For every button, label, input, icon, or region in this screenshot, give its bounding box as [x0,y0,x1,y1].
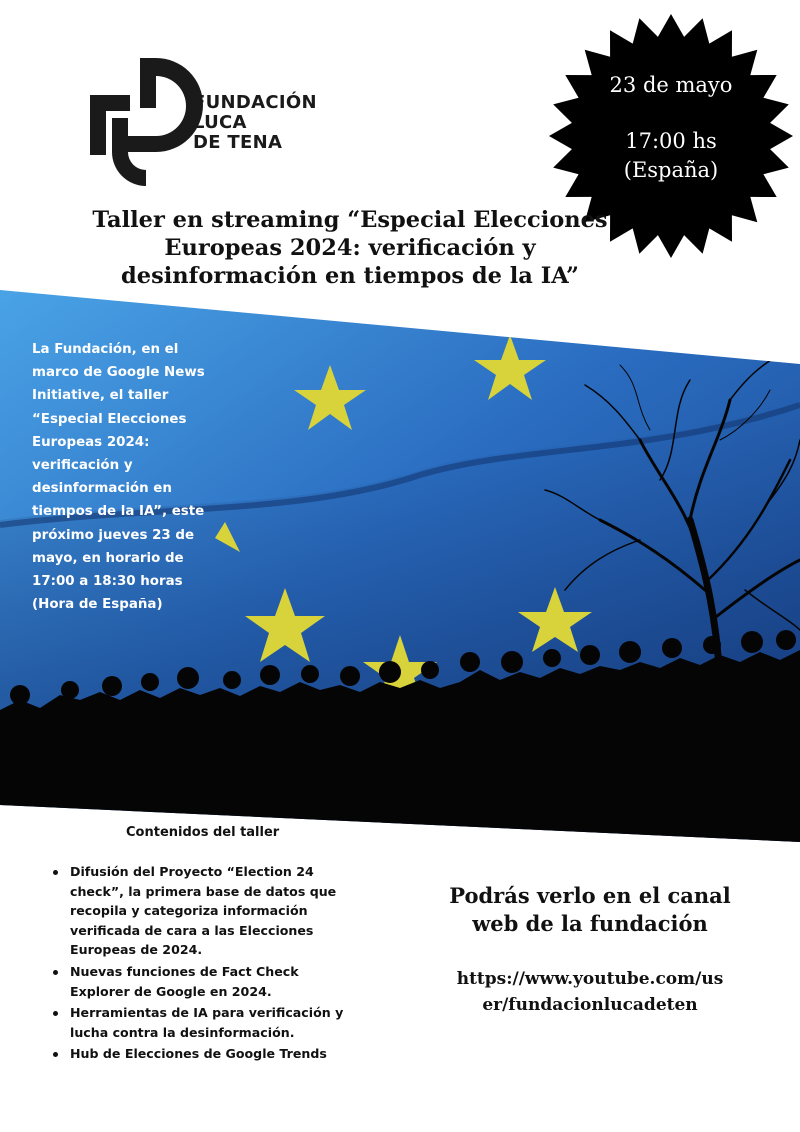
logo-wordmark [193,93,317,153]
logo-line: FUNDACIÓN [193,92,317,113]
title-line: Taller en streaming “Especial Elecciones [92,207,608,233]
event-time: 17:00 hs [625,129,717,153]
list-item-line: Difusión del Proyecto “Election 24 [70,864,314,879]
intro-line: verificación y [32,458,133,474]
intro-line: (Hora de España) [32,597,163,613]
intro-line: desinformación en [32,481,172,497]
list-item-line: check”, la primera base de datos que [70,883,337,899]
list-item-line: lucha contra la desinformación. [70,1024,295,1040]
intro-paragraph [32,338,242,616]
url-line[interactable]: er/fundacionlucadeten [482,995,698,1015]
contents-heading: Contenidos del taller [126,825,280,840]
list-item [50,1003,370,1042]
logo-line: DE TENA [193,132,283,153]
title-line: desinformación en tiempos de la IA” [121,263,579,289]
list-item-line: Herramientas de IA para verificación y [70,1005,344,1021]
intro-line: 17:00 a 18:30 horas [32,574,183,590]
intro-line: mayo, en horario de [32,550,184,566]
page-title [90,206,610,290]
list-item-line: Hub de Elecciones de Google Trends [70,1046,327,1062]
intro-line: Initiative, el taller [32,388,169,404]
watch-line: web de la fundación [472,911,708,936]
intro-line: Europeas 2024: [32,434,150,450]
intro-line: tiempos de la IA”, este [32,504,205,520]
list-item [50,1044,370,1064]
event-date: 23 de mayo [609,73,733,97]
event-timezone: (España) [623,158,719,182]
url-line[interactable]: https://www.youtube.com/us [456,969,724,989]
contents-list [50,862,370,1066]
intro-line: La Fundación, en el [32,342,179,357]
intro-line: “Especial Elecciones [32,411,187,427]
list-item [50,862,370,960]
watch-callout [430,882,750,938]
logo [90,58,330,188]
intro-line: próximo jueves 23 de [32,527,195,543]
youtube-channel-link[interactable] [430,966,750,1018]
list-item-line: Nuevas funciones de Fact Check [70,963,299,979]
list-item-line: recopila y categoriza información [70,903,308,919]
list-item [50,962,370,1001]
list-item-line: verificada de cara a las Elecciones [70,922,314,938]
title-line: Europeas 2024: verificación y [164,235,536,261]
list-item-line: Explorer de Google en 2024. [70,983,272,999]
watch-line: Podrás verlo en el canal [449,883,731,908]
list-item-line: Europeas de 2024. [70,942,203,958]
logo-line: LUCA [193,112,247,133]
intro-line: marco de Google News [32,365,205,381]
